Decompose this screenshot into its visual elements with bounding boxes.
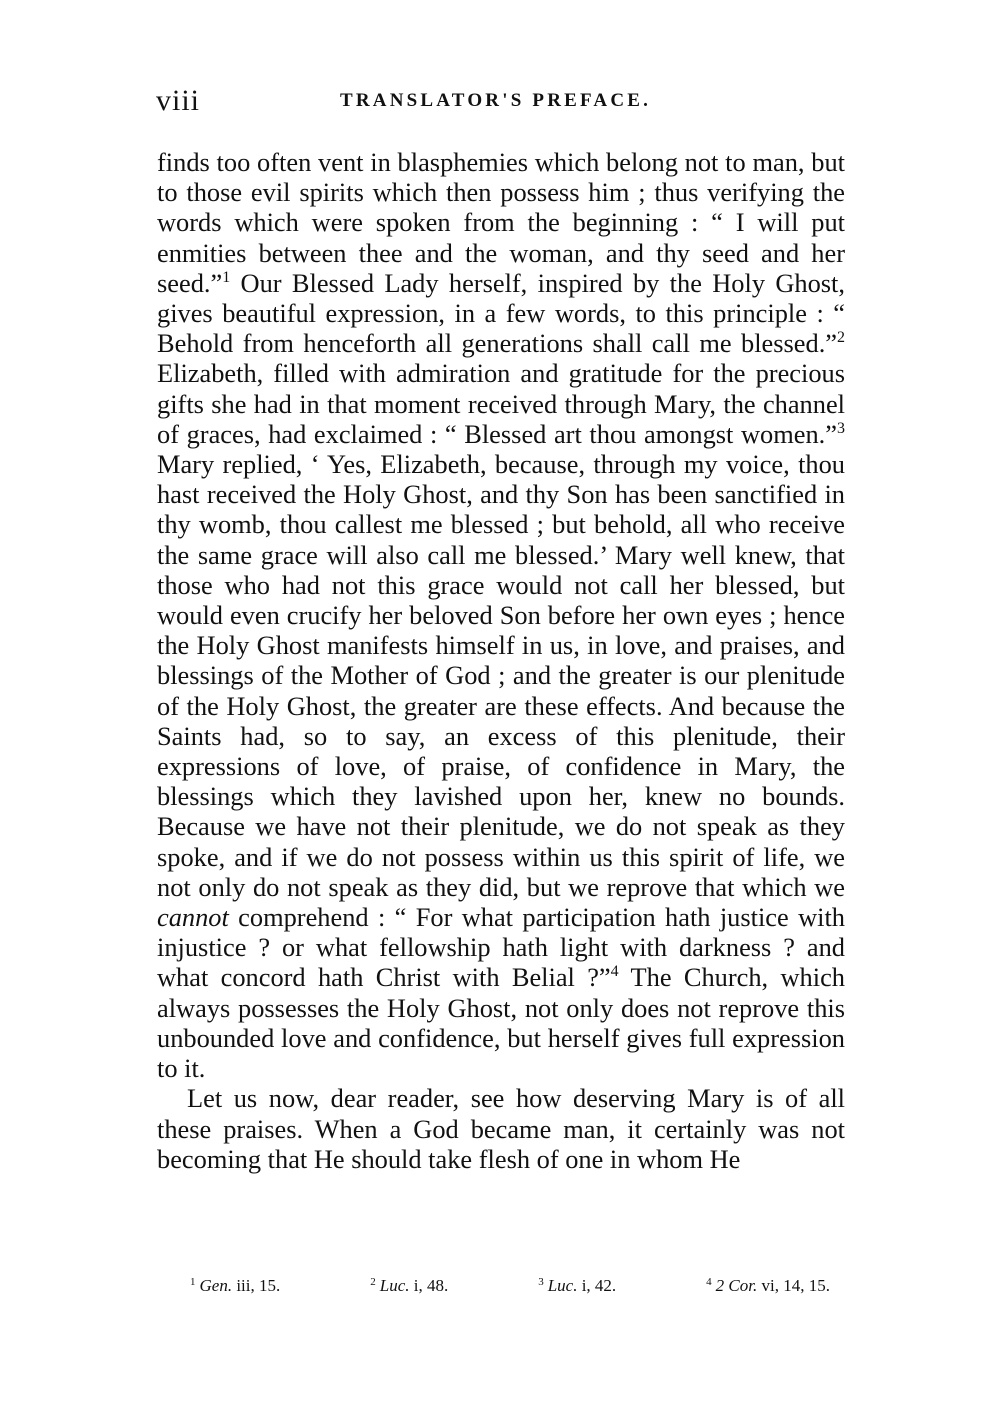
footnote-ref: vi, 14, 15. — [757, 1276, 830, 1295]
footnote-reference: 1 — [222, 268, 231, 286]
footnotes — [190, 1276, 830, 1296]
text-segment: comprehend : “ For what participation hath justice with injustice ? or what fellowship hath light with darkness ? and what concord hath Christ with Belial ?” — [157, 902, 845, 993]
running-head — [156, 84, 846, 124]
footnote-ref: i, 42. — [577, 1276, 617, 1295]
footnote-reference: 2 — [837, 329, 845, 347]
text-segment: finds too often vent in blasphemies which belong not to man, but to those evil spirits which then possess him ; thus verifying the words which were spoken from the beginning : “ I will put enmities between thee and the woman, and thy seed and her seed.” — [157, 147, 845, 298]
footnote — [190, 1276, 280, 1296]
footnote-ref: i, 48. — [409, 1276, 449, 1295]
page-number: viii — [156, 84, 201, 117]
text-segment: Elizabeth, filled with admiration and gratitude for the precious gifts she had in that moment received through Mary, the channel of graces, had exclaimed : “ Blessed art thou amongst women.” — [157, 358, 845, 449]
footnote-reference: 3 — [837, 419, 845, 437]
footnote-mark: 3 — [538, 1276, 544, 1288]
footnote-mark: 2 — [370, 1276, 376, 1288]
footnote — [538, 1276, 616, 1296]
footnote-book: Luc. — [379, 1276, 410, 1295]
footnote-book: 2 Cor. — [715, 1276, 758, 1295]
footnote-book: Luc. — [547, 1276, 578, 1295]
italic-text: cannot — [157, 902, 229, 933]
running-title: TRANSLATOR'S PREFACE. — [340, 90, 652, 111]
footnote-reference: 4 — [610, 963, 619, 981]
footnote — [370, 1276, 448, 1296]
text-segment: The Church, which always possesses the Holy Ghost, not only does not reprove this unbounded love and confidence, but herself gives full expression to it. — [157, 962, 845, 1084]
paragraph: Let us now, dear reader, see how deserving Mary is of all these praises. When a God became man, it certainly was not becoming that He should take flesh of one in whom He — [157, 1083, 845, 1174]
footnote-mark: 4 — [706, 1276, 712, 1288]
body-text — [157, 147, 845, 1174]
text-segment: Our Blessed Lady herself, inspired by the Holy Ghost, gives beautiful expression, in a few words, to this principle : “ Behold from henceforth all generations shall call me blessed.” — [157, 267, 845, 359]
footnote — [706, 1276, 830, 1296]
text-segment: Mary replied, ‘ Yes, Elizabeth, because, through my voice, thou hast received the Holy Ghost, and thy Son has been sanctified in thy womb, thou callest me blessed ; but behold, all who receive the same grace will also call me blessed.’ Mary well knew, that those who had not this grace would not call her blessed, but would even crucify her beloved Son before her own eyes ; hence the Holy Ghost manifests himself in us, in love, and praises, and blessings of the Mother of God ; and the greater is our plenitude of the Holy Ghost, the greater are these effects. And because the Saints had, so to say, an excess of this plenitude, their expressions of love, of praise, of confidence in Mary, the blessings which they lavished upon her, knew no bounds. Because we have not their plenitude, we do not speak as they spoke, and if we do not possess within us this spirit of life, we not only do not speak as they did, but we reprove that which we — [157, 449, 845, 902]
footnote-book: Gen. — [199, 1276, 233, 1295]
paragraph — [157, 147, 845, 1083]
footnote-mark: 1 — [190, 1276, 196, 1288]
footnote-ref: iii, 15. — [232, 1276, 281, 1295]
